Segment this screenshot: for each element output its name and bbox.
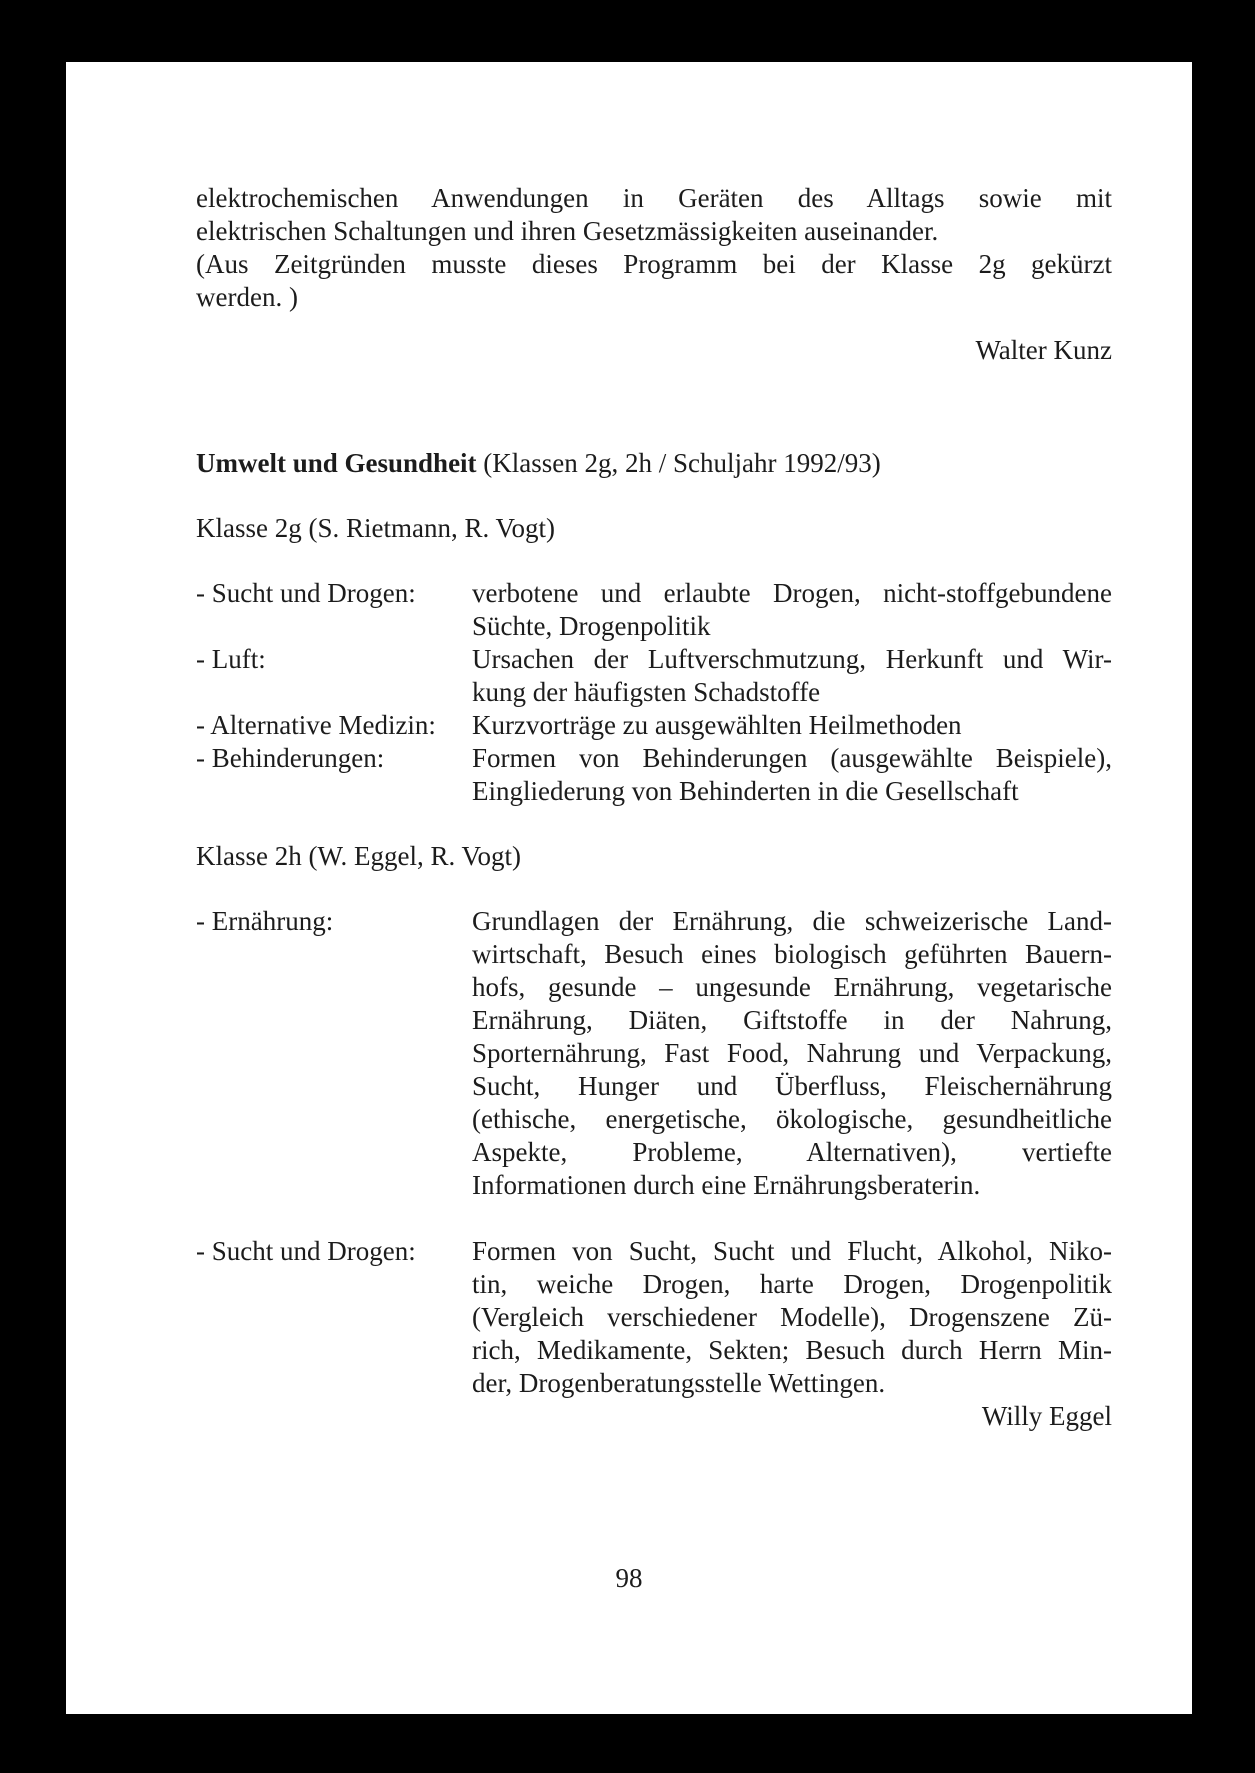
topic-label: - Luft: [196,644,266,674]
topic-label: - Alternative Medizin: [196,710,436,740]
topic-line: Kurzvorträge zu ausgewählten Heilmethoden [472,710,962,740]
topic-line: Formen von Sucht, Sucht und Flucht, Alkohol, Niko- [472,1236,1112,1266]
topic-line: Sucht, Hunger und Überfluss, Fleischernährung [472,1071,1112,1101]
intro-line: (Aus Zeitgründen musste dieses Programm bei der Klasse 2g gekürzt [196,249,1112,279]
page-number: 98 [615,1563,643,1593]
topic-line: Eingliederung von Behinderten in die Gesellschaft [472,776,1019,806]
topic-line: Süchte, Drogenpolitik [472,611,711,641]
document-page [66,62,1192,1714]
section-title-bold: Umwelt und Gesundheit [196,448,477,478]
topic-line: kung der häufigsten Schadstoffe [472,677,821,707]
topic-line: Aspekte, Probleme, Alternativen), vertiefte [472,1137,1112,1167]
class-2h-header: Klasse 2h (W. Eggel, R. Vogt) [196,841,521,871]
class-2g-header: Klasse 2g (S. Rietmann, R. Vogt) [196,513,556,543]
topic-line: verbotene und erlaubte Drogen, nicht-stoffgebundene [472,578,1112,608]
topic-text [472,1235,1112,1400]
intro-line: elektrischen Schaltungen und ihren Gesetzmässigkeiten auseinander. [196,216,939,246]
topic-line: (Vergleich verschiedener Modelle), Drogenszene Zü- [472,1302,1112,1332]
topic-line: Ursachen der Luftverschmutzung, Herkunft und Wir- [472,644,1112,674]
row-spacer [196,1202,472,1235]
topic-line: rich, Medikamente, Sekten; Besuch durch Herrn Min- [472,1335,1112,1365]
topic-line: Sporternährung, Fast Food, Nahrung und Verpackung, [472,1038,1112,1068]
topic-line: Ernährung, Diäten, Giftstoffe in der Nahrung, [472,1005,1112,1035]
intro-line: werden. ) [196,282,298,312]
topic-label: - Ernährung: [196,906,334,936]
section-title-rest: (Klassen 2g, 2h / Schuljahr 1992/93) [476,448,881,478]
topic-text [472,905,1112,1202]
class-2g-topics [196,577,1112,808]
topic-line: der, Drogenberatungsstelle Wettingen. [472,1368,886,1398]
signature-willy-eggel: Willy Eggel [981,1401,1112,1431]
class-2h-topics [196,905,1112,1400]
topic-line: Informationen durch eine Ernährungsberaterin. [472,1170,981,1200]
topic-label: - Behinderungen: [196,743,385,773]
topic-label: - Sucht und Drogen: [196,578,416,608]
topic-label: - Sucht und Drogen: [196,1236,416,1266]
row-spacer [472,1202,1112,1235]
topic-line: Grundlagen der Ernährung, die schweizerische Land- [472,906,1112,936]
topic-text [472,709,1112,742]
topic-line: Formen von Behinderungen (ausgewählte Beispiele), [472,743,1112,773]
page-content [196,182,1112,1433]
topic-text [472,577,1112,643]
topic-text [472,643,1112,709]
topic-line: wirtschaft, Besuch eines biologisch geführten Bauern- [472,939,1112,969]
signature-walter-kunz: Walter Kunz [975,335,1112,365]
intro-line: elektrochemischen Anwendungen in Geräten des Alltags sowie mit [196,183,1112,213]
section-heading [196,447,1112,480]
topic-line: tin, weiche Drogen, harte Drogen, Drogenpolitik [472,1269,1112,1299]
topic-line: hofs, gesunde – ungesunde Ernährung, vegetarische [472,972,1112,1002]
topic-line: (ethische, energetische, ökologische, gesundheitliche [472,1104,1112,1134]
topic-text [472,742,1112,808]
